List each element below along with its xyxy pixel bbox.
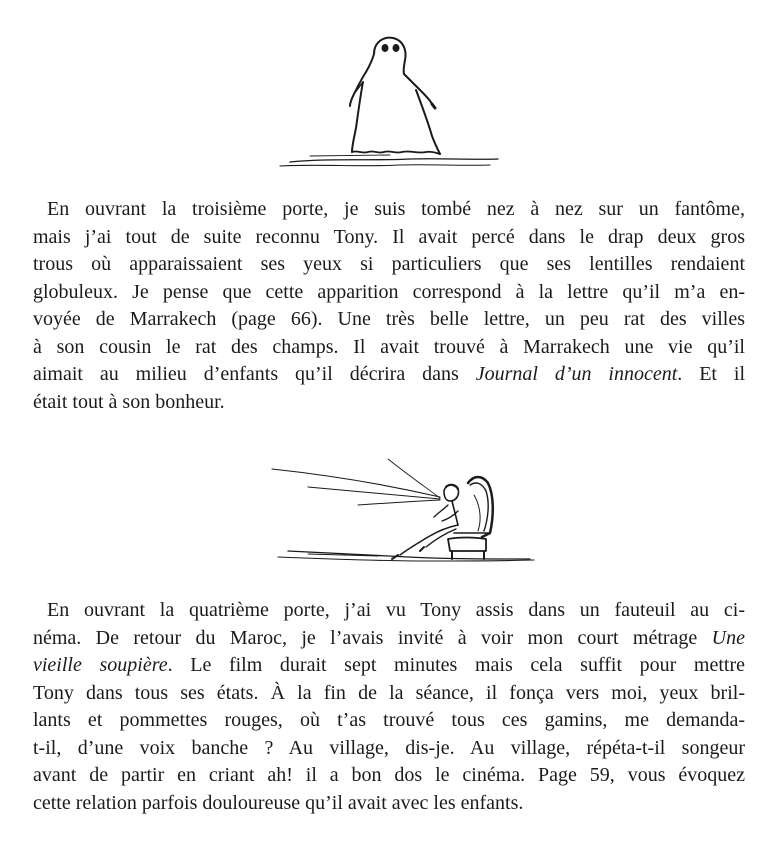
text-line: globuleux. Je pense que cette apparition correspond à la lettre qu’il m’a en- xyxy=(33,280,745,303)
text-line xyxy=(33,361,745,389)
text-line: à son cousin le rat des champs. Il avait trouvé à Marrakech une vie qu’il xyxy=(33,335,745,358)
text-line: voyée de Marrakech (page 66). Une très belle lettre, un peu rat des villes xyxy=(33,308,745,330)
film-title: Une xyxy=(711,626,745,649)
cinema-armchair-drawing xyxy=(268,455,538,575)
text-line: En ouvrant la troisième porte, je suis tombé nez à nez sur un fantôme, xyxy=(47,198,745,220)
ghost-drawing xyxy=(270,28,500,180)
text-line: Tony dans tous ses états. À la fin de la séance, il fonça vers moi, yeux bril- xyxy=(33,681,745,704)
text-line: En ouvrant la quatrième porte, j’ai vu Tony assis dans un fauteuil au ci- xyxy=(47,599,745,621)
text-line: cette relation parfois douloureuse qu’il avait avec les enfants. xyxy=(33,791,524,814)
paragraph-2 xyxy=(33,597,745,817)
book-title: Journal d’un innocent xyxy=(475,363,678,385)
text-line xyxy=(33,625,745,653)
text-line: t-il, d’une voix banche ? Au village, dis-je. Au village, répéta-t-il songeur xyxy=(33,736,745,759)
text-line xyxy=(33,652,745,680)
paragraph-1 xyxy=(33,196,745,416)
text-line: mais j’ai tout de suite reconnu Tony. Il avait percé dans le drap deux gros xyxy=(33,225,745,248)
film-title: vieille soupière xyxy=(33,654,168,676)
text-line: avant de partir en criant ah! il a bon dos le cinéma. Page 59, vous évoquez xyxy=(33,764,745,786)
text-segment: . Et il xyxy=(677,363,746,385)
text-segment: aimait au milieu d’enfants qu’il décrira dans xyxy=(33,363,459,385)
text-line: trous où apparaissaient ses yeux si particuliers que ses lentilles rendaient xyxy=(33,253,745,275)
text-segment: néma. De retour du Maroc, je l’avais invité à voir mon court métrage xyxy=(33,626,698,649)
text-segment: . Le film durait sept minutes mais cela suffit pour mettre xyxy=(167,654,745,676)
text-line: lants et pommettes rouges, où t’as trouvé tous ces gamins, me demanda- xyxy=(33,709,745,731)
text-line: était tout à son bonheur. xyxy=(33,390,225,413)
